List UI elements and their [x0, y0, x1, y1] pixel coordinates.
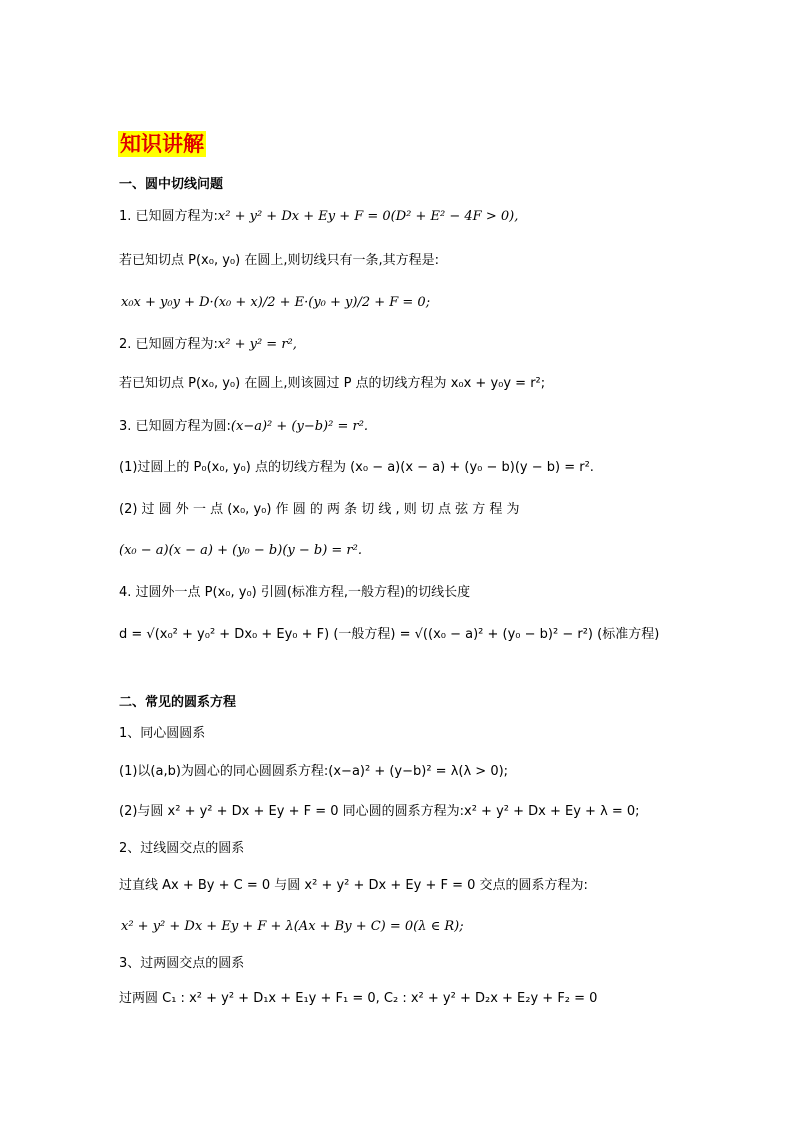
item3 — [119, 418, 368, 436]
sub3-title: 3、过两圆交点的圆系 — [119, 956, 245, 971]
item2-desc: 若已知切点 P(x₀, y₀) 在圆上,则该圆过 P 点的切线方程为 x₀x + y₀y = r²; — [119, 376, 546, 391]
item1-label: 1. 已知圆方程为: — [119, 209, 218, 224]
section2-title: 二、常见的圆系方程 — [119, 695, 237, 710]
item4-label: 4. 过圆外一点 P(x₀, y₀) 引圆(标准方程,一般方程)的切线长度 — [119, 585, 471, 600]
section1-title: 一、圆中切线问题 — [119, 177, 224, 192]
item2-label: 2. 已知圆方程为: — [119, 337, 218, 352]
item4-formula: d = √(x₀² + y₀² + Dx₀ + Ey₀ + F) (一般方程) = √((x₀ − a)² + (y₀ − b)² − r²) (标准方程) — [119, 627, 660, 642]
sub1-title: 1、同心圆圆系 — [119, 726, 206, 741]
item3-part1: (1)过圆上的 P₀(x₀, y₀) 点的切线方程为 (x₀ − a)(x − a) + (y₀ − b)(y − b) = r². — [119, 460, 594, 475]
sub2-part2: x² + y² + Dx + Ey + F + λ(Ax + By + C) = 0(λ ∈ R); — [121, 919, 464, 934]
item3-part2b: (x₀ − a)(x − a) + (y₀ − b)(y − b) = r². — [119, 543, 362, 558]
item1-formula: x² + y² + Dx + Ey + F = 0(D² + E² − 4F > 0), — [217, 209, 519, 224]
sub1-part1: (1)以(a,b)为圆心的同心圆圆系方程:(x−a)² + (y−b)² = λ(λ > 0); — [119, 764, 509, 779]
sub2-title: 2、过线圆交点的圆系 — [119, 841, 245, 856]
item1-desc: 若已知切点 P(x₀, y₀) 在圆上,则切线只有一条,其方程是: — [119, 253, 439, 268]
item3-formula: (x−a)² + (y−b)² = r². — [230, 419, 369, 434]
item3-part2a: (2) 过 圆 外 一 点 (x₀, y₀) 作 圆 的 两 条 切 线 , 则 切 点 弦 方 程 为 — [119, 502, 520, 517]
item2 — [119, 336, 297, 354]
sub3-part1: 过两圆 C₁ : x² + y² + D₁x + E₁y + F₁ = 0, C₂ : x² + y² + D₂x + E₂y + F₂ = 0 — [119, 991, 598, 1006]
sub1-part2: (2)与圆 x² + y² + Dx + Ey + F = 0 同心圆的圆系方程为:x² + y² + Dx + Ey + λ = 0; — [119, 804, 640, 819]
item1 — [119, 208, 518, 226]
page-heading: 知识讲解 — [120, 132, 204, 156]
item3-label: 3. 已知圆方程为圆: — [119, 419, 231, 434]
item1-tangent: x₀x + y₀y + D·(x₀ + x)/2 + E·(y₀ + y)/2 + F = 0; — [121, 295, 431, 310]
item2-formula: x² + y² = r², — [217, 337, 297, 352]
sub2-part1: 过直线 Ax + By + C = 0 与圆 x² + y² + Dx + Ey + F = 0 交点的圆系方程为: — [119, 878, 588, 893]
